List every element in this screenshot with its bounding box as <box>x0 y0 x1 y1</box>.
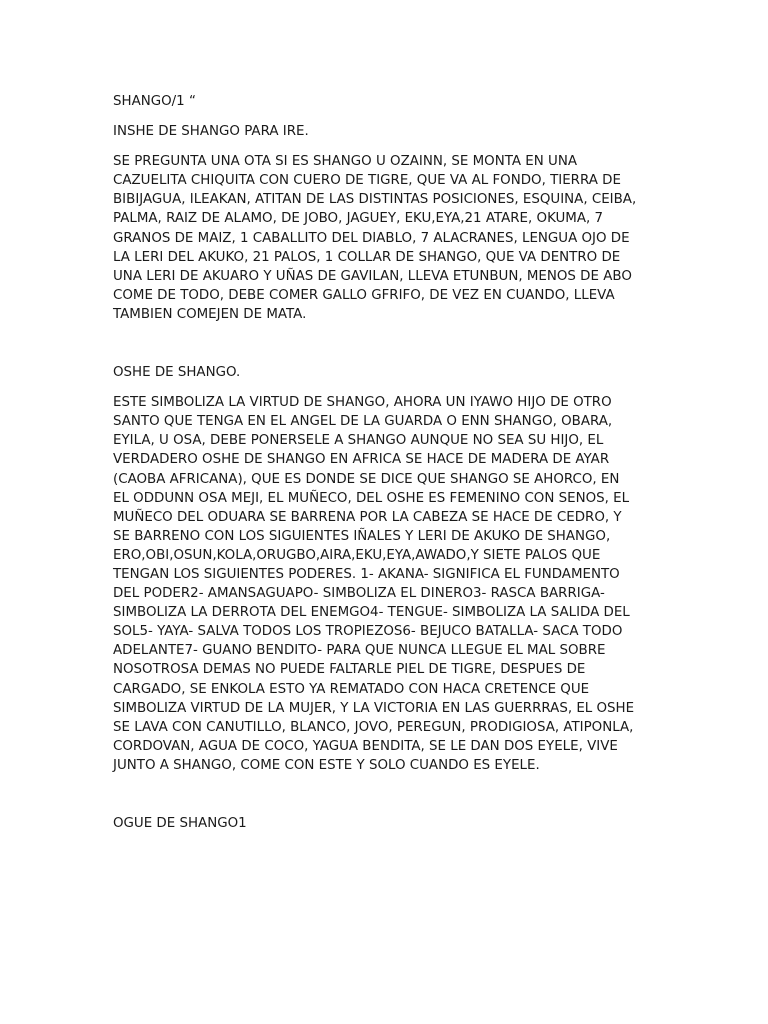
document-header: SHANGO/1 “ <box>113 94 196 109</box>
blank-line <box>113 786 658 814</box>
section-body-oshe: ESTE SIMBOLIZA LA VIRTUD DE SHANGO, AHORA UN IYAWO HIJO DE OTRO SANTO QUE TENGA EN EL ANGEL DE LA GUARDA O ENN SHANGO, OBARA, EYILA, U OSA, DEBE PONERSELE A SHANGO AUNQUE NO SEA SU HIJO, EL VERDADERO OSHE DE SHANGO EN AFRICA SE HACE DE MADERA DE AYAR (CAOBA AFRICANA), QUE ES DONDE SE DICE QUE SHANGO SE AHORCO, EN EL ODDUNN OSA MEJI, EL MUÑECO, DEL OSHE ES FEMENINO CON SENOS, EL MUÑECO DEL ODUARA SE BARRENA POR LA CABEZA SE HACE DE CEDRO, Y SE BARRENO CON LOS SIGUIENTES IÑALES Y LERI DE AKUKO DE SHANGO, ERO,OBI,OSUN,KOLA,ORUGBO,AIRA,EKU,EYA,AWADO,Y SIETE PALOS QUE TENGAN LOS SIGUIENTES PODERES. 1- AKANA- SIGNIFICA EL FUNDAMENTO DEL PODER2- AMANSAGUAPO- SIMBOLIZA EL DINERO3- RASCA BARRIGA- SIMBOLIZA LA DERROTA DEL ENEMGO4- TENGUE- SIMBOLIZA LA SALIDA DEL SOL5- YAYA- SALVA TODOS LOS TROPIEZOS6- BEJUCO BATALLA- SACA TODO ADELANTE7- GUANO BENDITO- PARA QUE NUNCA LLEGUE EL MAL SOBRE NOSOTROSA DEMAS NO PUEDE FALTARLE PIEL DE TIGRE, DESPUES DE CARGADO, SE ENKOLA ESTO YA REMATADO CON HACA CRETENCE QUE SIMBOLIZA VIRTUD DE LA MUJER, Y LA VICTORIA EN LAS GUERRRAS, EL OSHE SE LAVA CON CANUTILLO, BLANCO, JOVO, PEREGUN, PRODIGIOSA, ATIPONLA, CORDOVAN, AGUA DE COCO, YAGUA BENDITA, SE LE DAN DOS EYELE, VIVE JUNTO A SHANGO, COME CON ESTE Y SOLO CUANDO ES EYELE. <box>113 395 635 773</box>
document-page <box>113 92 658 844</box>
section-title-oshe: OSHE DE SHANGO. <box>113 365 241 381</box>
section-body-inshe: SE PREGUNTA UNA OTA SI ES SHANGO U OZAINN, SE MONTA EN UNA CAZUELITA CHIQUITA CON CUERO DE TIGRE, QUE VA AL FONDO, TIERRA DE BIBIJAGUA, ILEAKAN, ATITAN DE LAS DISTINTAS POSICIONES, ESQUINA, CEIBA, PALMA, RAIZ DE ALAMO, DE JOBO, JAGUEY, EKU,EYA,21 ATARE, OKUMA, 7 GRANOS DE MAIZ, 1 CABALLITO DEL DIABLO, 7 ALACRANES, LENGUA OJO DE LA LERI DEL AKUKO, 21 PALOS, 1 COLLAR DE SHANGO, QUE VA DENTRO DE UNA LERI DE AKUARO Y UÑAS DE GAVILAN, LLEVA ETUNBUN, MENOS DE ABO COME DE TODO, DEBE COMER GALLO GFRIFO, DE VEZ EN CUANDO, LLEVA TAMBIEN COMEJEN DE MATA. <box>113 154 637 322</box>
section-title-inshe: INSHE DE SHANGO PARA IRE. <box>113 124 309 140</box>
blank-line <box>113 335 658 363</box>
section-title-ogue: OGUE DE SHANGO1 <box>113 816 247 831</box>
